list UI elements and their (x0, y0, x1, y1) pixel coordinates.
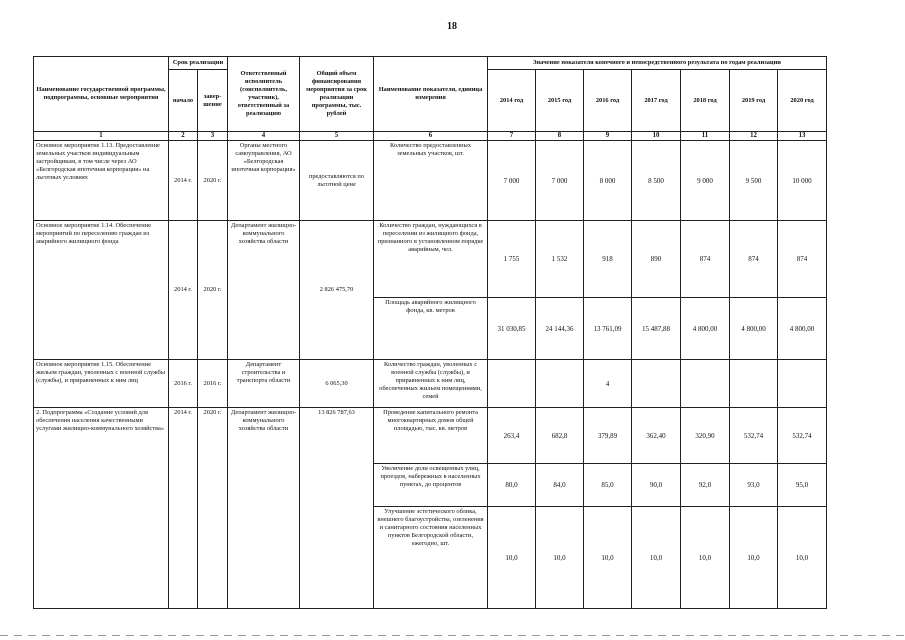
scan-edge-divider (0, 635, 905, 636)
indicator-value: 31 030,85 (488, 298, 536, 360)
indicator-value: 874 (778, 221, 827, 298)
indicator-value: 10,0 (536, 507, 584, 609)
indicator-value: 13 761,09 (584, 298, 632, 360)
indicator-value: 8 000 (584, 141, 632, 221)
indicator-value (536, 360, 584, 408)
header-year: 2017 год (632, 70, 681, 132)
indicator-value: 682,8 (536, 408, 584, 464)
indicator-value: 24 144,36 (536, 298, 584, 360)
indicator-value: 10,0 (730, 507, 778, 609)
column-number: 9 (584, 132, 632, 141)
indicator-value: 263,4 (488, 408, 536, 464)
end-year: 2020 г. (198, 141, 228, 221)
indicator-value: 1 532 (536, 221, 584, 298)
column-number: 2 (169, 132, 198, 141)
header-year: 2016 год (584, 70, 632, 132)
financing-amount: 13 826 787,63 (300, 408, 374, 609)
header-year: 2018 год (681, 70, 730, 132)
indicator-value: 80,0 (488, 464, 536, 507)
indicator-value: 4 800,00 (730, 298, 778, 360)
indicator-value: 10,0 (632, 507, 681, 609)
header-year: 2015 год (536, 70, 584, 132)
indicator-name: Площадь аварийного жилищного фонда, кв. метров (374, 298, 488, 360)
results-table-container (33, 56, 827, 609)
indicator-value: 8 500 (632, 141, 681, 221)
indicator-value: 93,0 (730, 464, 778, 507)
indicator-value: 10,0 (778, 507, 827, 609)
indicator-name: Увеличение доли освещенных улиц, проездов, набережных в населенных пунктах, до процентов (374, 464, 488, 507)
header-start: начало (169, 70, 198, 132)
indicator-value: 10,0 (584, 507, 632, 609)
header-end: завер-шение (198, 70, 228, 132)
indicator-value: 362,40 (632, 408, 681, 464)
measure-name: Основное мероприятие 1.14. Обеспечение мероприятий по переселению граждан из аварийного жилищного фонда (34, 221, 169, 360)
column-number: 4 (228, 132, 300, 141)
header-year: 2019 год (730, 70, 778, 132)
header-indicator: Наименование показателя, единица измерения (374, 57, 488, 132)
indicator-value: 379,89 (584, 408, 632, 464)
indicator-value: 918 (584, 221, 632, 298)
header-period: Срок реализации (169, 57, 228, 70)
indicator-value: 10,0 (488, 507, 536, 609)
financing-amount: 6 065,30 (300, 360, 374, 408)
column-number: 13 (778, 132, 827, 141)
executor: Департамент жилищно-коммунального хозяйства области (228, 408, 300, 609)
indicator-value: 9 000 (681, 141, 730, 221)
indicator-value: 84,0 (536, 464, 584, 507)
start-year: 2016 г. (169, 360, 198, 408)
start-year: 2014 г. (169, 141, 198, 221)
indicator-value: 532,74 (730, 408, 778, 464)
indicator-value: 10,0 (681, 507, 730, 609)
indicator-name: Количество предоставленных земельных участков, шт. (374, 141, 488, 221)
indicator-value (730, 360, 778, 408)
indicator-value: 4 800,00 (681, 298, 730, 360)
measure-name: Основное мероприятие 1.13. Предоставление земельных участков индивидуальным застройщикам, в том числе через АО «Белгородская ипотечная корпорация» на льготных условиях (34, 141, 169, 221)
indicator-value (488, 360, 536, 408)
table-row (34, 221, 827, 298)
indicator-value: 4 (584, 360, 632, 408)
indicator-value: 85,0 (584, 464, 632, 507)
column-number: 11 (681, 132, 730, 141)
indicator-value: 9 500 (730, 141, 778, 221)
column-number: 3 (198, 132, 228, 141)
indicator-value (681, 360, 730, 408)
executor: Департамент строительства и транспорта области (228, 360, 300, 408)
indicator-value: 90,0 (632, 464, 681, 507)
start-year: 2014 г. (169, 408, 198, 609)
header-executor: Ответственный исполнитель (соисполнитель, участник), ответственный за реализацию (228, 57, 300, 132)
header-financing: Общий объем финансирования мероприятия за срок реализации программы, тыс. рублей (300, 57, 374, 132)
indicator-value: 532,74 (778, 408, 827, 464)
column-number: 6 (374, 132, 488, 141)
header-year: 2014 год (488, 70, 536, 132)
table-row (34, 141, 827, 221)
indicator-value (632, 360, 681, 408)
end-year: 2020 г. (198, 408, 228, 609)
indicator-value: 890 (632, 221, 681, 298)
end-year: 2016 г. (198, 360, 228, 408)
header-name: Наименование государственной программы, подпрограммы, основные мероприятия (34, 57, 169, 132)
indicator-value: 874 (681, 221, 730, 298)
column-number: 7 (488, 132, 536, 141)
indicator-value: 7 000 (488, 141, 536, 221)
measure-name: 2. Подпрограмма «Создание условий для обеспечения населения качественными услугами жилищно-коммунального хозяйства» (34, 408, 169, 609)
column-number: 1 (34, 132, 169, 141)
end-year: 2020 г. (198, 221, 228, 360)
indicator-value: 92,0 (681, 464, 730, 507)
executor: Органы местного самоуправления, АО «Белгородская ипотечная корпорация» (228, 141, 300, 221)
measure-name: Основное мероприятие 1.15. Обеспечение жильем граждан, уволенных с военной службы (службы), и приравненных к ним лиц (34, 360, 169, 408)
financing-amount: предоставляются по льготной цене (300, 141, 374, 221)
indicator-value: 1 755 (488, 221, 536, 298)
indicator-value: 4 800,00 (778, 298, 827, 360)
indicator-name: Проведение капитального ремонта многоквартирных домов общей площадью, тыс. кв. метров (374, 408, 488, 464)
indicator-value: 874 (730, 221, 778, 298)
table-row (34, 408, 827, 464)
page-number: 18 (447, 21, 457, 32)
column-number: 12 (730, 132, 778, 141)
table-row (34, 360, 827, 408)
column-number: 8 (536, 132, 584, 141)
indicator-value: 320,90 (681, 408, 730, 464)
indicator-value: 15 487,88 (632, 298, 681, 360)
indicator-value: 95,0 (778, 464, 827, 507)
indicator-value: 7 000 (536, 141, 584, 221)
header-year: 2020 год (778, 70, 827, 132)
executor: Департамент жилищно-коммунального хозяйства области (228, 221, 300, 360)
header-values-group: Значение показателя конечного и непосредственного результата по годам реализации (488, 57, 827, 70)
results-table (33, 56, 827, 609)
indicator-value: 10 000 (778, 141, 827, 221)
indicator-value (778, 360, 827, 408)
column-number: 10 (632, 132, 681, 141)
indicator-name: Улучшение эстетического облика, внешнего благоустройства, озеленения и санитарного состояния населенных пунктов Белгородской области, ежегодно, шт. (374, 507, 488, 609)
indicator-name: Количество граждан, уволенных с военной службы (службы), и приравненных к ним лиц, обеспеченных жильем помещениями, семей (374, 360, 488, 408)
financing-amount: 2 826 475,70 (300, 221, 374, 360)
start-year: 2014 г. (169, 221, 198, 360)
indicator-name: Количество граждан, нуждающихся в переселении из жилищного фонда, признанного в установленном порядке аварийным, чел. (374, 221, 488, 298)
column-number: 5 (300, 132, 374, 141)
